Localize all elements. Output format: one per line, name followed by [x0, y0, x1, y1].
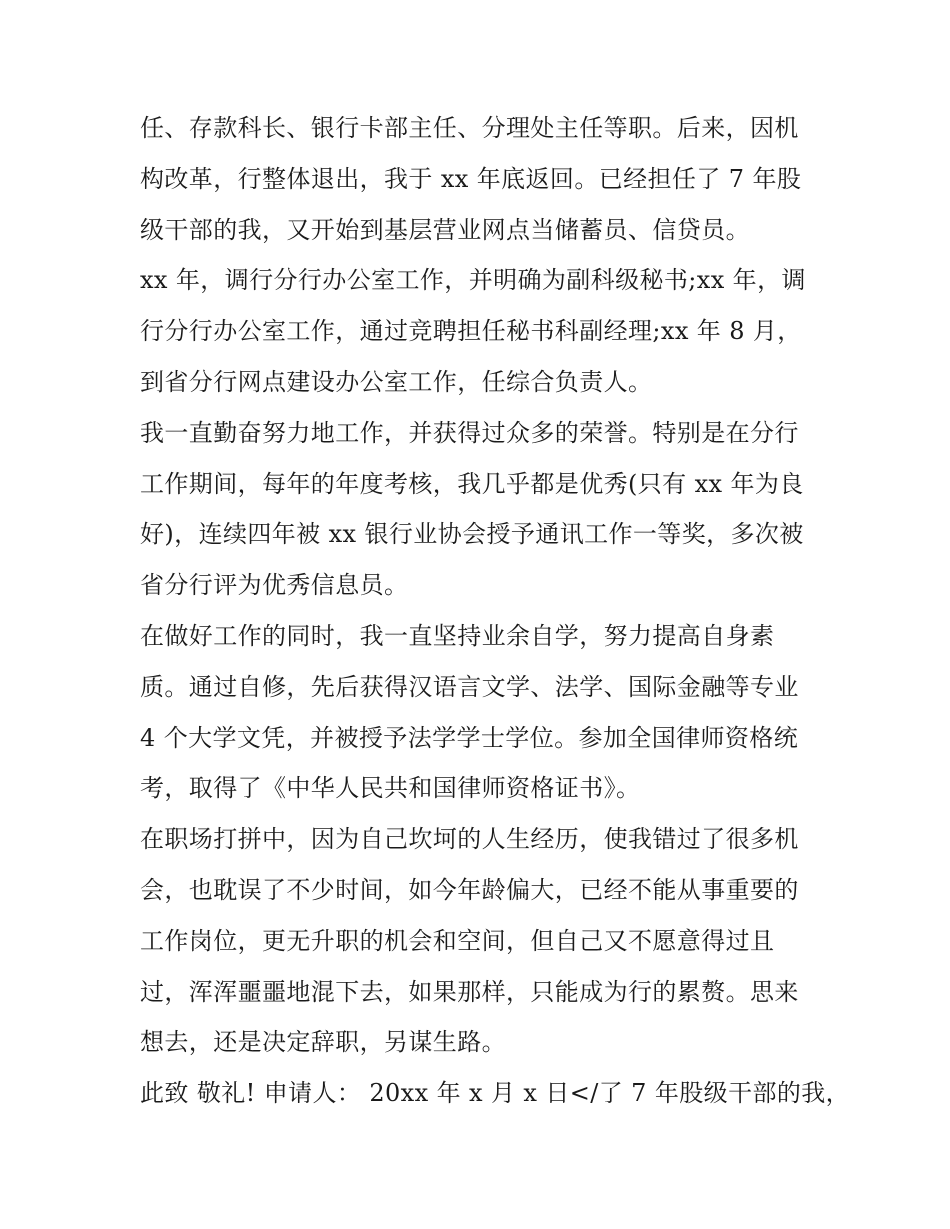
text-line: 质。通过自修，先后获得汉语言文学、法学、国际金融等专业 [140, 672, 799, 701]
text-line: 工作期间，每年的年度考核，我几乎都是优秀(只有 xx 年为良 [140, 469, 804, 498]
text-line: 任、存款科长、银行卡部主任、分理处主任等职。后来，因机 [140, 114, 799, 142]
text-line: 在职场打拼中，因为自己坎坷的人生经历，使我错过了很多机 [140, 825, 799, 854]
text-line: 考，取得了《中华人民共和国律师资格证书》。 [140, 774, 641, 803]
text-line: 在做好工作的同时，我一直坚持业余自学，努力提高自身素 [140, 621, 775, 650]
text-line: 好)，连续四年被 xx 银行业协会授予通讯工作一等奖，多次被 [140, 520, 804, 549]
text-line: 过，浑浑噩噩地混下去，如果那样，只能成为行的累赘。思来 [140, 977, 799, 1006]
text-line: 我一直勤奋努力地工作，并获得过众多的荣誉。特别是在分行 [140, 418, 799, 447]
text-line: 工作岗位，更无升职的机会和空间，但自己又不愿意得过且 [140, 926, 775, 955]
text-line: 到省分行网点建设办公室工作，任综合负责人。 [140, 367, 653, 396]
text-line: 级干部的我，又开始到基层营业网点当储蓄员、信贷员。 [140, 215, 750, 244]
text-line: 此致 敬礼! 申请人： 20xx 年 x 月 x 日</了 7 年股级干部的我， [140, 1079, 851, 1108]
text-line: 构改革，行整体退出，我于 xx 年底返回。已经担任了 7 年股 [140, 164, 802, 193]
text-line: 想去，还是决定辞职，另谋生路。 [140, 1028, 506, 1057]
text-line: 4 个大学文凭，并被授予法学学士学位。参加全国律师资格统 [140, 723, 799, 752]
document-body [140, 103, 851, 1119]
text-line: 省分行评为优秀信息员。 [140, 571, 409, 600]
text-line: xx 年，调行分行办公室工作，并明确为副科级秘书;xx 年，调 [140, 266, 806, 295]
text-line: 行分行办公室工作，通过竞聘担任秘书科副经理;xx 年 8 月， [140, 317, 802, 346]
text-line: 会，也耽误了不少时间，如今年龄偏大，已经不能从事重要的 [140, 875, 799, 904]
